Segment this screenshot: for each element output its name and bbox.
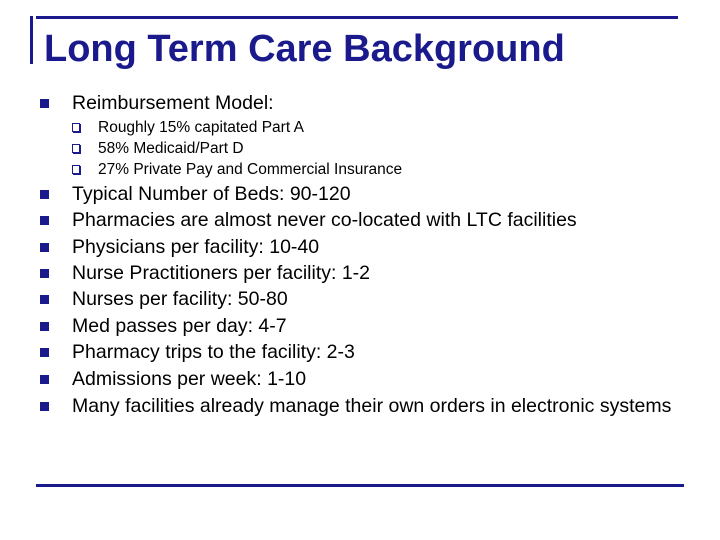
title-top-rule — [36, 16, 678, 19]
square-bullet-icon — [40, 190, 49, 199]
bullet-text: Physicians per facility: 10-40 — [72, 236, 320, 258]
title-left-rule — [30, 16, 33, 64]
bullet-text: Reimbursement Model: — [72, 92, 274, 114]
square-bullet-icon — [40, 322, 49, 331]
slide-title: Long Term Care Background — [44, 28, 565, 70]
square-bullet-icon — [40, 295, 49, 304]
square-bullet-icon — [40, 243, 49, 252]
square-bullet-icon — [40, 348, 49, 357]
sub-bullet-text: Roughly 15% capitated Part A — [98, 119, 304, 136]
bullet-text: Pharmacies are almost never co-located with LTC facilities — [72, 209, 577, 231]
hollow-square-bullet-icon — [72, 144, 80, 153]
bullet-text: Nurses per facility: 50-80 — [72, 288, 288, 310]
square-bullet-icon — [40, 269, 49, 278]
square-bullet-icon — [40, 99, 49, 108]
bullet-text: Nurse Practitioners per facility: 1-2 — [72, 262, 371, 284]
bullet-text: Pharmacy trips to the facility: 2-3 — [72, 341, 355, 363]
hollow-square-bullet-icon — [72, 165, 80, 174]
bullet-text: Admissions per week: 1-10 — [72, 368, 307, 390]
square-bullet-icon — [40, 402, 49, 411]
hollow-square-bullet-icon — [72, 123, 80, 132]
footer-rule — [36, 484, 684, 487]
square-bullet-icon — [40, 375, 49, 384]
bullet-text: Typical Number of Beds: 90-120 — [72, 183, 351, 205]
sub-bullet-text: 27% Private Pay and Commercial Insurance — [98, 161, 403, 178]
sub-bullet-text: 58% Medicaid/Part D — [98, 140, 244, 157]
bullet-text: Many facilities already manage their own orders in electronic systems — [72, 395, 672, 417]
bullet-text: Med passes per day: 4-7 — [72, 315, 287, 337]
square-bullet-icon — [40, 216, 49, 225]
